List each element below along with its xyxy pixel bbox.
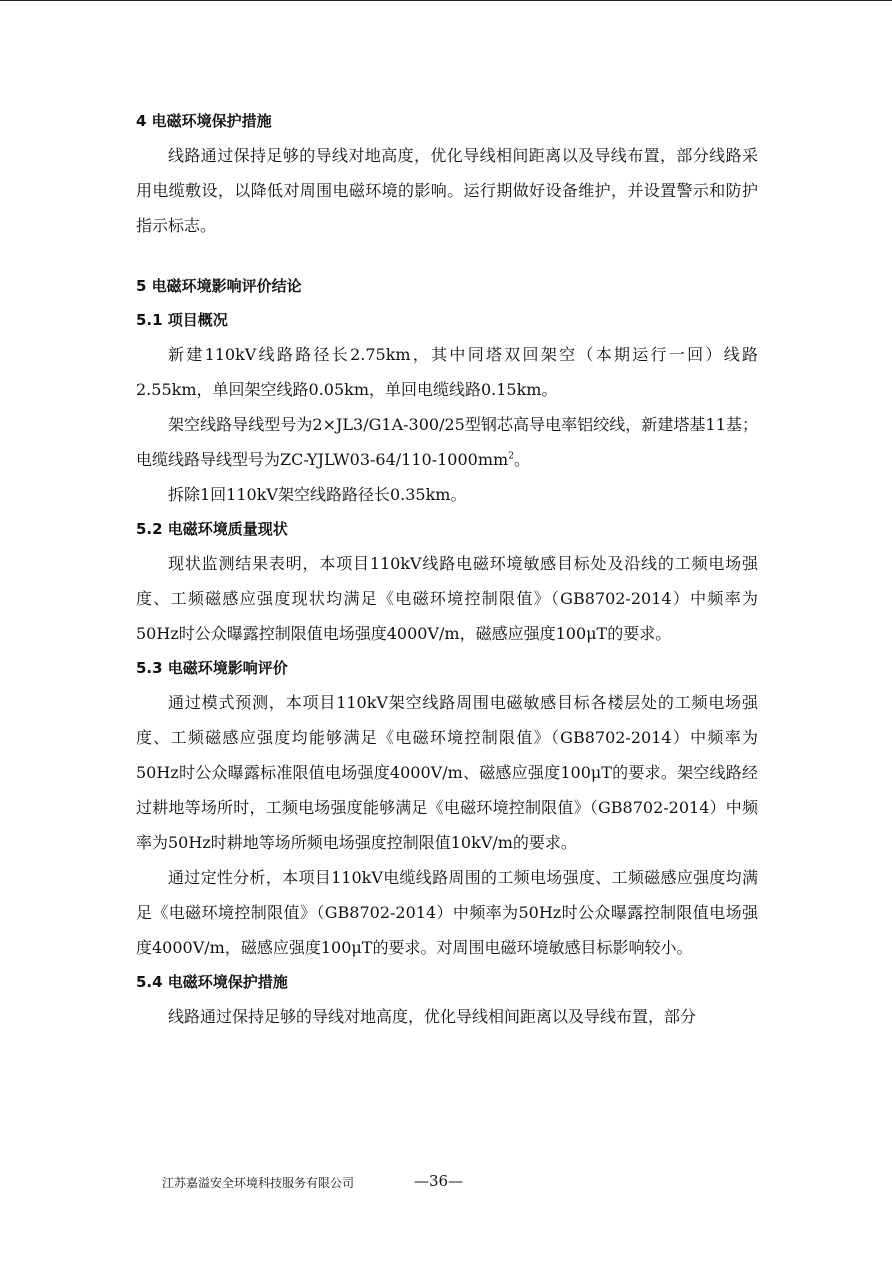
section-5-4-paragraph: 线路通过保持足够的导线对地高度，优化导线相间距离以及导线布置，部分 bbox=[168, 1007, 697, 1026]
section-5-3-paragraph-1: 通过模式预测，本项目110kV架空线路周围电磁敏感目标各楼层处的工频电场强度、工频磁感应强度均能够满足《电磁环境控制限值》（GB8702-2014）中频率为50Hz时公众曝露标准限值电场强度4000V/m、磁感应强度100μT的要求。架空线路经过耕地等场所时，工频电场强度能够满足《电磁环境控制限值》（GB8702-2014）中频率为50Hz时耕地等场所频电场强度控制限值10kV/m的要求。 bbox=[136, 693, 758, 852]
document-body bbox=[136, 104, 758, 1034]
section-5-1-paragraph-1: 新建110kV线路路径长2.75km，其中同塔双回架空（本期运行一回）线路2.55km，单回架空线路0.05km，单回电缆线路0.15km。 bbox=[136, 345, 758, 399]
section-4-heading: 4 电磁环境保护措施 bbox=[136, 112, 272, 130]
section-5-3-heading: 5.3 电磁环境影响评价 bbox=[136, 659, 288, 677]
section-5-heading: 5 电磁环境影响评价结论 bbox=[136, 277, 302, 295]
superscript-2: 2 bbox=[508, 451, 514, 462]
section-5-2-paragraph: 现状监测结果表明，本项目110kV线路电磁环境敏感目标处及沿线的工频电场强度、工频磁感应强度现状均满足《电磁环境控制限值》（GB8702-2014）中频率为50Hz时公众曝露控制限值电场强度4000V/m，磁感应强度100μT的要求。 bbox=[136, 554, 758, 643]
section-5-1-paragraph-3: 拆除1回110kV架空线路路径长0.35km。 bbox=[168, 485, 467, 504]
section-5-2-heading: 5.2 电磁环境质量现状 bbox=[136, 520, 288, 538]
section-5-3-paragraph-2: 通过定性分析，本项目110kV电缆线路周围的工频电场强度、工频磁感应强度均满足《电磁环境控制限值》（GB8702-2014）中频率为50Hz时公众曝露控制限值电场强度4000V/m，磁感应强度100μT的要求。对周围电磁环境敏感目标影响较小。 bbox=[136, 868, 758, 957]
page-footer bbox=[0, 1166, 892, 1206]
section-5-1-paragraph-2 bbox=[136, 407, 758, 477]
section-5-4-heading: 5.4 电磁环境保护措施 bbox=[136, 973, 288, 991]
cable-spec-end: 。 bbox=[513, 450, 530, 469]
page-number: —36— bbox=[414, 1172, 464, 1190]
cable-spec-text: 架空线路导线型号为2×JL3/G1A-300/25型钢芯高导电率铝绞线，新建塔基11基；电缆线路导线型号为ZC-YJLW03-64/110-1000mm bbox=[136, 415, 758, 469]
section-5-1-heading: 5.1 项目概况 bbox=[136, 311, 228, 329]
top-border-line bbox=[0, 0, 892, 1]
footer-company-name: 江苏嘉溢安全环境科技服务有限公司 bbox=[162, 1176, 355, 1190]
section-4-paragraph: 线路通过保持足够的导线对地高度，优化导线相间距离以及导线布置，部分线路采用电缆敷设，以降低对周围电磁环境的影响。运行期做好设备维护，并设置警示和防护指示标志。 bbox=[136, 146, 758, 235]
